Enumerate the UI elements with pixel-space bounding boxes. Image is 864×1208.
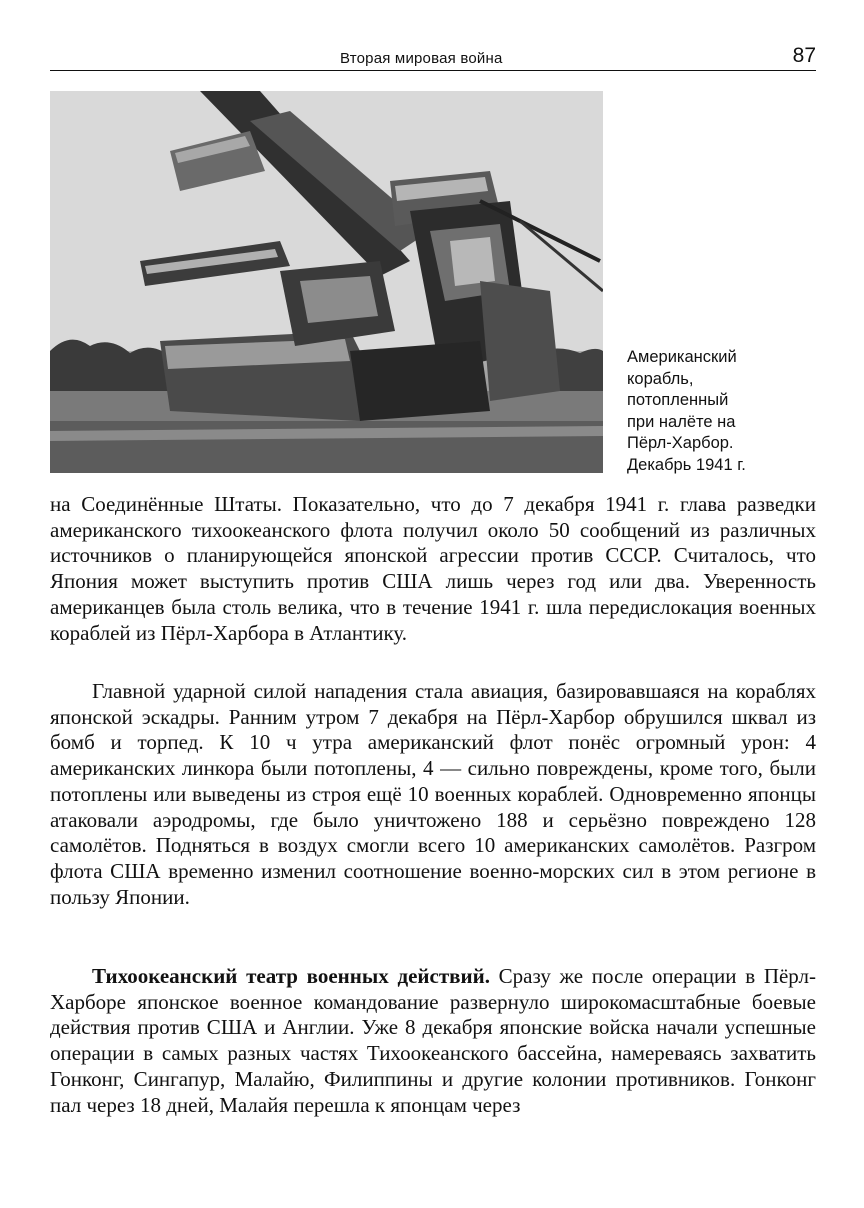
caption-line: корабль, (627, 369, 694, 388)
paragraph-text: Главной ударной силой нападения стала авиация, базировавшаяся на кораблях японской эскадры. Ранним утром 7 декабря на Пёрл-Харбор обрушился шквал из бомб и торпед. К 10 ч утра американский флот понёс огромный урон: 4 американских линкора были потоплены, 4 — сильно повреждены, кроме того, были потоплены или выведены из строя ещё 10 военных кораблей. Одновременно японцы атаковали аэродромы, где было уничтожено 188 и серьёзно повреждено 128 самолётов. Подняться в воздух смогли всего 10 американских самолётов. Разгром флота США временно изменил соотношение военно-морских сил в этом регионе в пользу Японии. (50, 679, 816, 909)
caption-line: при налёте на (627, 412, 736, 431)
paragraph-pacific-theater (50, 964, 816, 1118)
paragraph-attack (50, 679, 816, 910)
page-header (50, 42, 816, 72)
caption-line: потопленный (627, 391, 729, 409)
photo-illustration (50, 91, 603, 473)
section-heading: Тихоокеанский театр военных действий. (92, 964, 490, 988)
running-title: Вторая мировая война (340, 50, 503, 67)
paragraph-text: на Соединённые Штаты. Показательно, что до 7 декабря 1941 г. глава разведки американского тихоокеанского флота получил около 50 сообщений из различных источников о планирующейся японской агрессии против СССР. Считалось, что Япония может выступить против США лишь через год или два. Уверенность американцев была столь велика, что в течение 1941 г. шла передислокация военных кораблей из Пёрл-Харбора в Атлантику. (50, 492, 816, 645)
header-rule (50, 70, 816, 71)
sunken-battleship-photo (50, 91, 603, 473)
paragraph-continued (50, 492, 816, 646)
page-number: 87 (792, 44, 816, 67)
caption-line: Американский (627, 348, 737, 366)
paragraph-text: Сразу же после операции в Пёрл-Харборе японское военное командование развернуло широкомасштабные боевые действия против США и Англии. Уже 8 декабря японские войска начали успешные операции в самых разных частях Тихоокеанского бассейна, намереваясь захватить Гонконг, Сингапур, Малайю, Филиппины и другие колонии противников. Гонконг пал через 18 дней, Малайя перешла к японцам через (50, 964, 817, 1117)
photo-caption (627, 347, 827, 476)
caption-line: Пёрл-Харбор. (627, 434, 734, 452)
caption-line: Декабрь 1941 г. (627, 455, 746, 474)
paragraph-with-heading (50, 964, 816, 1118)
